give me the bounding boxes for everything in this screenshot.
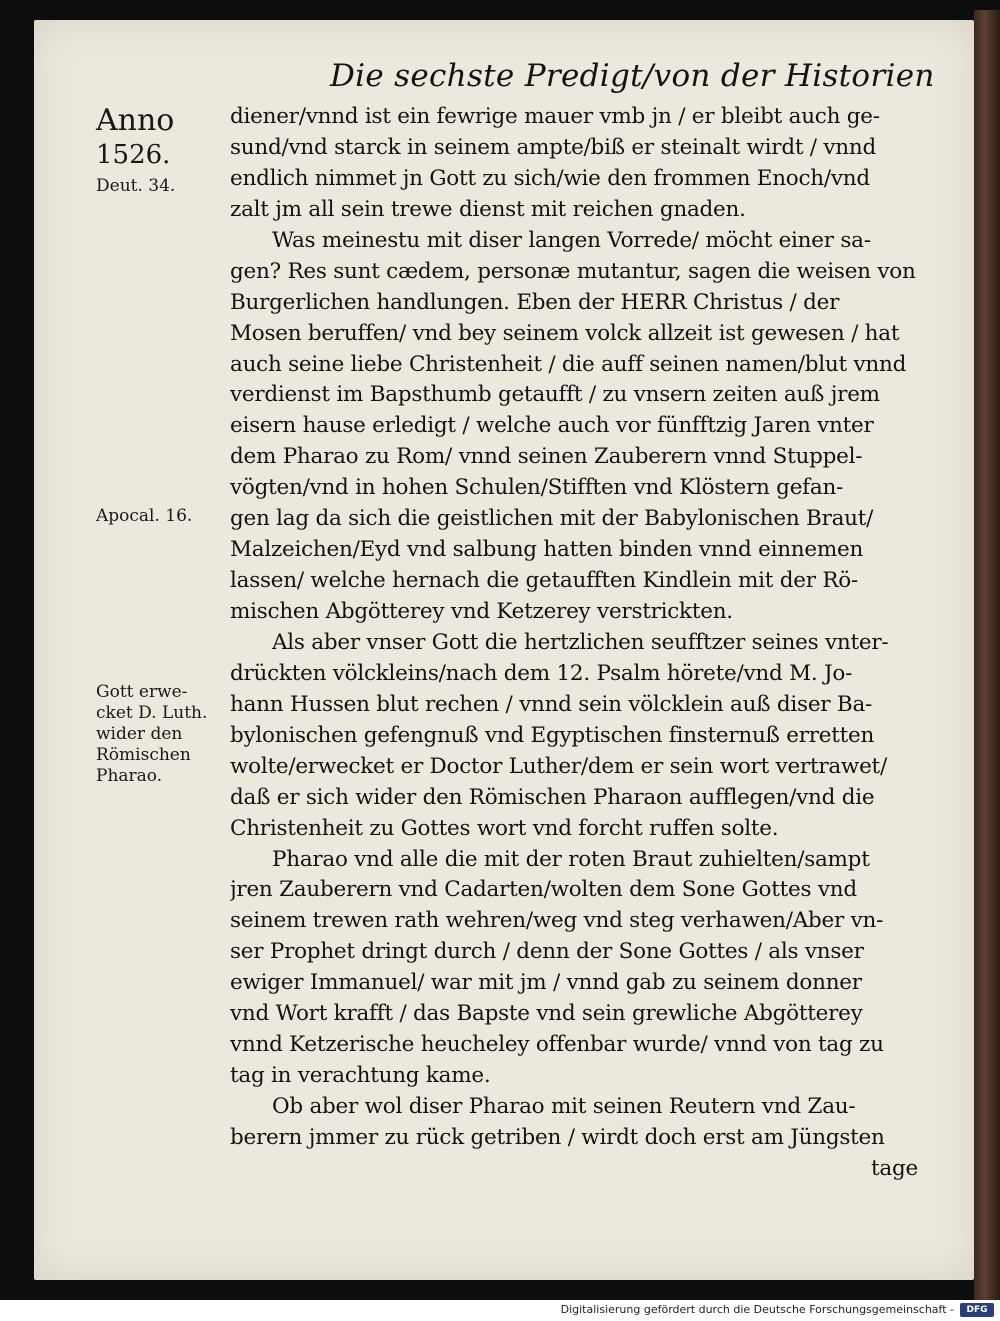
text-line: Mosen beruffen/ vnd bey seinem volck allzeit ist gewesen / hat <box>230 320 900 346</box>
margin-note-line: wider den <box>96 724 183 744</box>
text-line: zalt jm all sein trewe dienst mit reichen gnaden. <box>230 196 746 222</box>
text-line: Pharao vnd alle die mit der roten Braut zuhielten/sampt <box>272 846 870 872</box>
text-line: wolte/erwecket er Doctor Luther/dem er sein wort vertrawet/ <box>230 753 887 779</box>
text-line: seinem trewen rath wehren/weg vnd steg verhawen/Aber vn- <box>230 908 884 934</box>
margin-note-deut: Deut. 34. <box>96 176 176 196</box>
text-line: gen? Res sunt cædem, personæ mutantur, sagen die weisen von <box>230 258 916 284</box>
margin-note-gott <box>96 682 236 787</box>
margin-note-line: cket D. Luth. <box>96 703 208 723</box>
text-line: verdienst im Bapsthumb getaufft / zu vnsern zeiten auß jrem <box>230 382 880 408</box>
text-line: jren Zauberern vnd Cadarten/wolten dem Sone Gottes vnd <box>230 877 857 903</box>
text-line: vnnd Ketzerische heucheley offenbar wurde/ vnnd von tag zu <box>230 1032 884 1058</box>
running-head: Die sechste Predigt/von der Historien <box>330 58 935 94</box>
text-line: ser Prophet dringt durch / denn der Sone Gottes / als vnser <box>230 939 864 965</box>
text-line: sund/vnd starck in seinem ampte/biß er steinalt wirdt / vnnd <box>230 134 876 160</box>
text-line: berern jmmer zu rück getriben / wirdt doch erst am Jüngsten <box>230 1124 885 1150</box>
digitization-credit: Digitalisierung gefördert durch die Deutsche Forschungsgemeinschaft - <box>560 1303 954 1316</box>
margin-note-line: Römischen <box>96 745 191 765</box>
text-line: Was meinestu mit diser langen Vorrede/ möcht einer sa- <box>272 227 871 253</box>
text-line: tage <box>871 1155 918 1181</box>
text-line: dem Pharao zu Rom/ vnnd seinen Zauberern vnnd Stuppel- <box>230 444 863 470</box>
text-line: ewiger Immanuel/ war mit jm / vnnd gab zu seinem donner <box>230 970 862 996</box>
text-line: vnd Wort krafft / das Bapste vnd sein grewliche Abgötterey <box>230 1001 863 1027</box>
margin-note-line: Gott erwe- <box>96 682 188 702</box>
text-line: drückten völckleins/nach dem 12. Psalm hörete/vnd M. Jo- <box>230 660 853 686</box>
body-text <box>230 102 930 1185</box>
text-line: Christenheit zu Gottes wort vnd forcht ruffen solte. <box>230 815 779 841</box>
margin-note-apocal: Apocal. 16. <box>96 506 193 526</box>
text-line: mischen Abgötterey vnd Ketzerey verstrickten. <box>230 599 733 624</box>
text-line: bylonischen gefengnuß vnd Egyptischen finsternuß erretten <box>230 722 875 748</box>
text-line: Malzeichen/Eyd vnd salbung hatten binden vnnd einnemen <box>230 537 864 563</box>
text-line: endlich nimmet jn Gott zu sich/wie den frommen Enoch/vnd <box>230 165 870 191</box>
text-line: auch seine liebe Christenheit / die auff seinen namen/blut vnnd <box>230 351 907 377</box>
text-line: Burgerlichen handlungen. Eben der HERR Christus / der <box>230 289 840 315</box>
text-line: gen lag da sich die geistlichen mit der Babylonischen Braut/ <box>230 506 874 532</box>
text-line: Als aber vnser Gott die hertzlichen seufftzer seines vnter- <box>272 629 889 655</box>
book-edge <box>974 10 1000 1300</box>
dfg-logo: DFG <box>960 1303 994 1317</box>
text-line: lassen/ welche hernach die getaufften Kindlein mit der Rö- <box>230 568 858 594</box>
margin-note-line: Pharao. <box>96 766 163 786</box>
text-line: eisern hause erledigt / welche auch vor fünfftzig Jaren vnter <box>230 413 874 439</box>
text-line: vögten/vnd in hohen Schulen/Stifften vnd Klöstern gefan- <box>230 475 844 501</box>
text-line: diener/vnnd ist ein fewrige mauer vmb jn / er bleibt auch ge- <box>230 104 880 129</box>
text-line: Ob aber wol diser Pharao mit seinen Reutern vnd Zau- <box>272 1094 856 1119</box>
margin-year: 1526. <box>96 140 171 170</box>
text-line: hann Hussen blut rechen / vnnd sein völcklein auß diser Ba- <box>230 691 873 717</box>
text-line: daß er sich wider den Römischen Pharaon aufflegen/vnd die <box>230 784 875 810</box>
text-line: tag in verachtung kame. <box>230 1063 491 1089</box>
margin-anno: Anno <box>96 103 175 138</box>
footer-bar <box>0 1300 1000 1321</box>
